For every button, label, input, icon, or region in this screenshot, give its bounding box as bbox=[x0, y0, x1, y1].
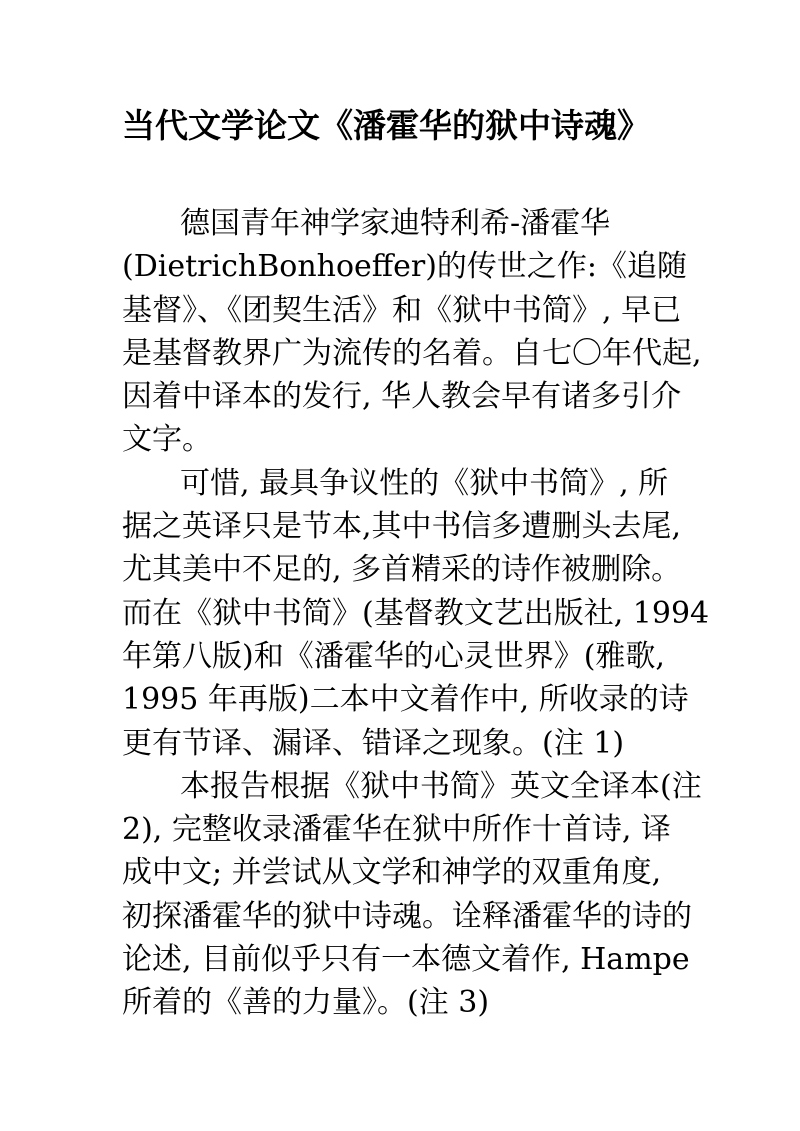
paragraph-3-line-6: 所着的《善的力量》。(注 3) bbox=[122, 985, 490, 1021]
paragraph-3-line-1: 本报告根据《狱中书简》英文全译本(注 bbox=[180, 768, 702, 804]
paragraph-2-line-7: 更有节译、漏译、错译之现象。(注 1) bbox=[122, 725, 625, 761]
paragraph-1-line-6: 文字。 bbox=[122, 422, 212, 458]
document-title: 当代文学论文《潘霍华的狱中诗魂》 bbox=[122, 106, 650, 145]
paragraph-2-line-5: 年第八版)和《潘霍华的心灵世界》(雅歌, bbox=[122, 638, 665, 674]
paragraph-1-line-3: 基督》、《团契生活》和《狱中书简》, 早已 bbox=[122, 292, 682, 328]
paragraph-1-line-5: 因着中译本的发行, 华人教会早有诸多引介 bbox=[122, 379, 682, 415]
paragraph-3-line-2: 2), 完整收录潘霍华在狱中所作十首诗, 译 bbox=[122, 812, 671, 848]
paragraph-3-line-3: 成中文; 并尝试从文学和神学的双重角度, bbox=[122, 855, 662, 891]
paragraph-3-line-5: 论述, 目前似乎只有一本德文着作, Hampe bbox=[122, 942, 690, 978]
paragraph-2-line-2: 据之英译只是节本,其中书信多遭删头去尾, bbox=[122, 509, 682, 545]
paragraph-1-line-1: 德国青年神学家迪特利希-潘霍华 bbox=[180, 206, 611, 241]
paragraph-1-line-2: (DietrichBonhoeffer)的传世之作:《追随 bbox=[122, 249, 688, 285]
paragraph-3-line-4: 初探潘霍华的狱中诗魂。诠释潘霍华的诗的 bbox=[122, 898, 692, 934]
paragraph-2-line-3: 尤其美中不足的, 多首精采的诗作被删除。 bbox=[122, 552, 682, 588]
paragraph-2-line-6: 1995 年再版)二本中文着作中, 所收录的诗 bbox=[122, 682, 689, 718]
paragraph-1-line-4: 是基督教界广为流传的名着。自七〇年代起, bbox=[122, 335, 702, 371]
paragraph-2-line-1: 可惜, 最具争议性的《狱中书简》, 所 bbox=[180, 465, 669, 501]
document-body bbox=[122, 202, 710, 1025]
paragraph-2-line-4: 而在《狱中书简》(基督教文艺出版社, 1994 bbox=[122, 595, 710, 631]
